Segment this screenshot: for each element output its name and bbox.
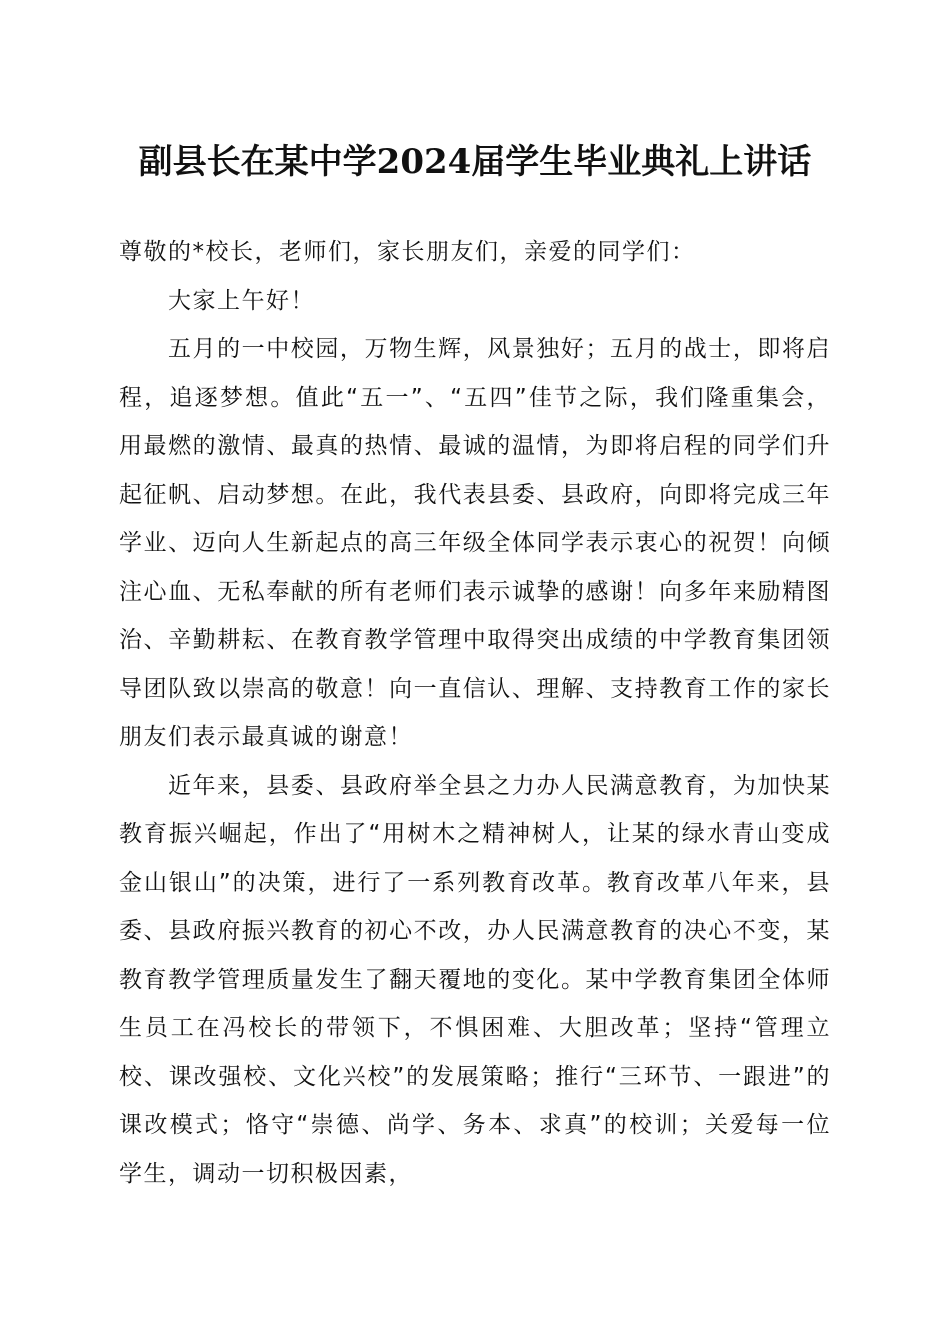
paragraph-1: 五月的一中校园，万物生辉，风景独好；五月的战士，即将启程，追逐梦想。值此“五一”、“五四”佳节之际，我们隆重集会，用最燃的激情、最真的热情、最诚的温情，为即将启程的同学们升起征帆、启动梦想。在此，我代表县委、县政府，向即将完成三年学业、迈向人生新起点的高三年级全体同学表示衷心的祝贺！向倾注心血、无私奉献的所有老师们表示诚挚的感谢！向多年来励精图治、辛勤耕耘、在教育教学管理中取得突出成绩的中学教育集团领导团队致以崇高的敬意！向一直信认、理解、支持教育工作的家长朋友们表示最真诚的谢意！ bbox=[119, 336, 831, 750]
document-body bbox=[119, 228, 831, 1198]
document-title: 副县长在某中学2024届学生毕业典礼上讲话 bbox=[138, 142, 812, 182]
greeting: 大家上午好！ bbox=[168, 287, 315, 314]
salutation: 尊敬的*校长，老师们，家长朋友们，亲爱的同学们： bbox=[119, 239, 696, 265]
paragraph-2: 近年来，县委、县政府举全县之力办人民满意教育，为加快某教育振兴崛起，作出了“用树木之精神树人，让某的绿水青山变成金山银山”的决策，进行了一系列教育改革。教育改革八年来，县委、县政府振兴教育的初心不改，办人民满意教育的决心不变，某教育教学管理质量发生了翻天覆地的变化。某中学教育集团全体师生员工在冯校长的带领下，不惧困难、大胆改革；坚持“管理立校、课改强校、文化兴校”的发展策略；推行“三环节、一跟进”的课改模式；恪守“崇德、尚学、务本、求真”的校训；关爱每一位学生，调动一切积极因素， bbox=[119, 772, 831, 1187]
